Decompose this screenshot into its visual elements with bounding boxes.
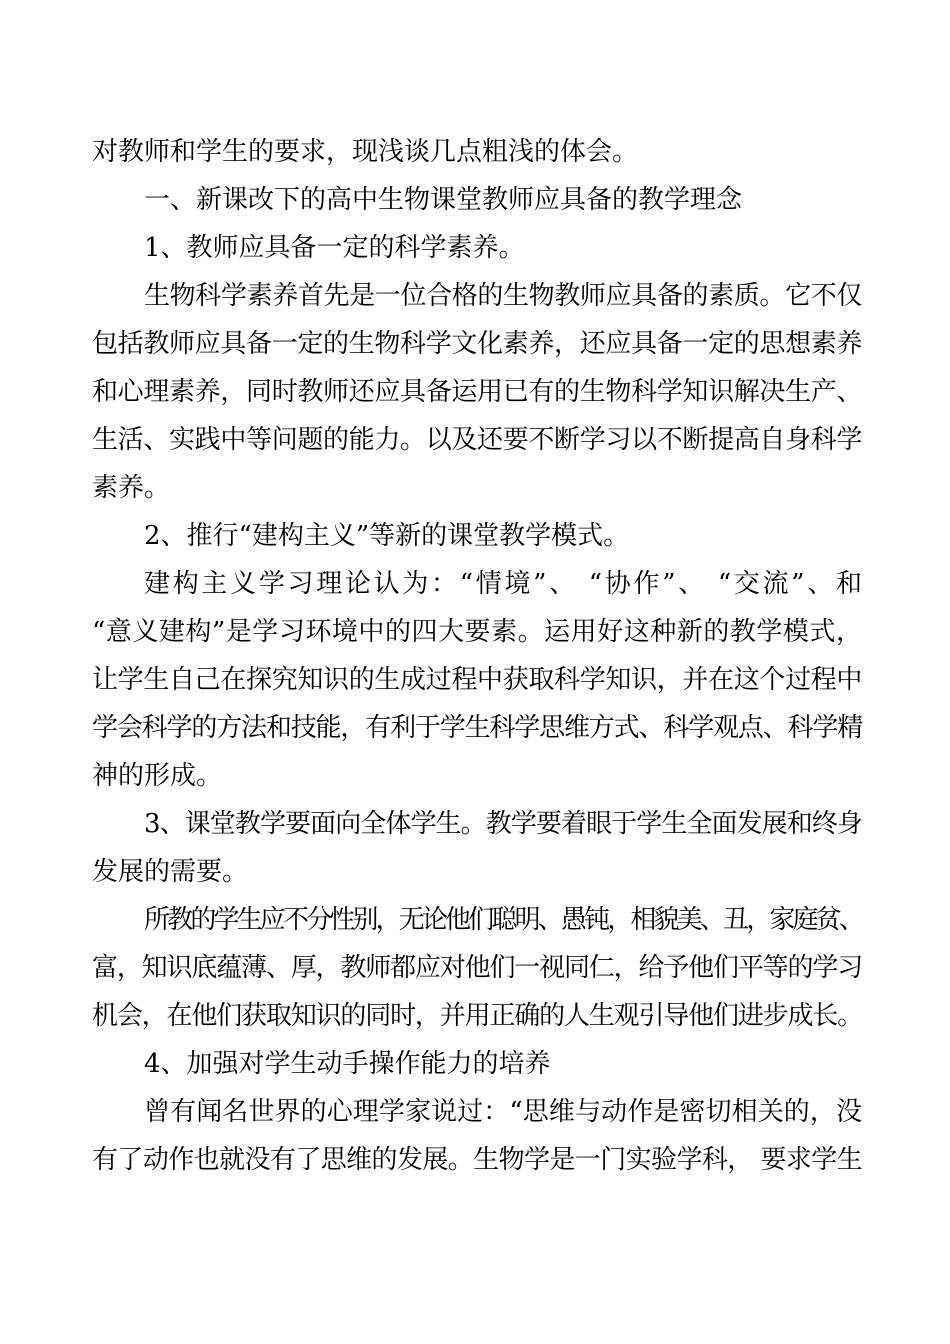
subsection-heading: 2、推行“建构主义”等新的课堂教学模式。	[144, 521, 630, 551]
paragraph-line: 机会，在他们获取知识的同时，并用正确的人生观引导他们进步成长。	[92, 1001, 863, 1031]
paragraph-line: 所教的学生应不分性别，无论他们聪明、愚钝，相貌美、丑，家庭贫、	[144, 905, 862, 935]
paragraph-line: 对教师和学生的要求，现浅谈几点粗浅的体会。	[92, 137, 639, 167]
paragraph-line: 建构主义学习理论认为：“情境”、 “协作”、 “交流”、和	[144, 569, 862, 599]
paragraph-line: 神的形成。	[92, 761, 223, 791]
paragraph-line: 富，知识底蕴薄、厚，教师都应对他们一视同仁，给予他们平等的学习	[92, 953, 863, 983]
subsection-heading: 发展的需要。	[92, 857, 249, 887]
subsection-heading: 1、教师应具备一定的科学素养。	[144, 233, 525, 263]
paragraph-line: 包括教师应具备一定的生物科学文化素养，还应具备一定的思想素养	[92, 329, 863, 359]
paragraph-line: “意义建构”是学习环境中的四大要素。运用好这种新的教学模式，	[92, 617, 862, 647]
subsection-heading: 4、加强对学生动手操作能力的培养	[144, 1049, 551, 1079]
paragraph-line: 和心理素养，同时教师还应具备运用已有的生物科学知识解决生产、	[92, 377, 863, 407]
subsection-heading: 3、课堂教学要面向全体学生。教学要着眼于学生全面发展和终身	[144, 809, 862, 839]
paragraph-line: 生物科学素养首先是一位合格的生物教师应具备的素质。它不仅	[144, 281, 862, 311]
paragraph-line: 让学生自己在探究知识的生成过程中获取科学知识，并在这个过程中	[92, 665, 863, 695]
paragraph-line: 曾有闻名世界的心理学家说过：“思维与动作是密切相关的，没	[144, 1097, 862, 1127]
paragraph-line: 生活、实践中等问题的能力。以及还要不断学习以不断提高自身科学	[92, 425, 863, 455]
paragraph-line: 素养。	[92, 473, 171, 503]
paragraph-line: 学会科学的方法和技能，有利于学生科学思维方式、科学观点、科学精	[92, 713, 863, 743]
section-heading: 一、新课改下的高中生物课堂教师应具备的教学理念	[144, 185, 743, 215]
paragraph-line: 有了动作也就没有了思维的发展。生物学是一门实验学科， 要求学生	[92, 1145, 862, 1175]
document-body	[92, 128, 862, 1184]
